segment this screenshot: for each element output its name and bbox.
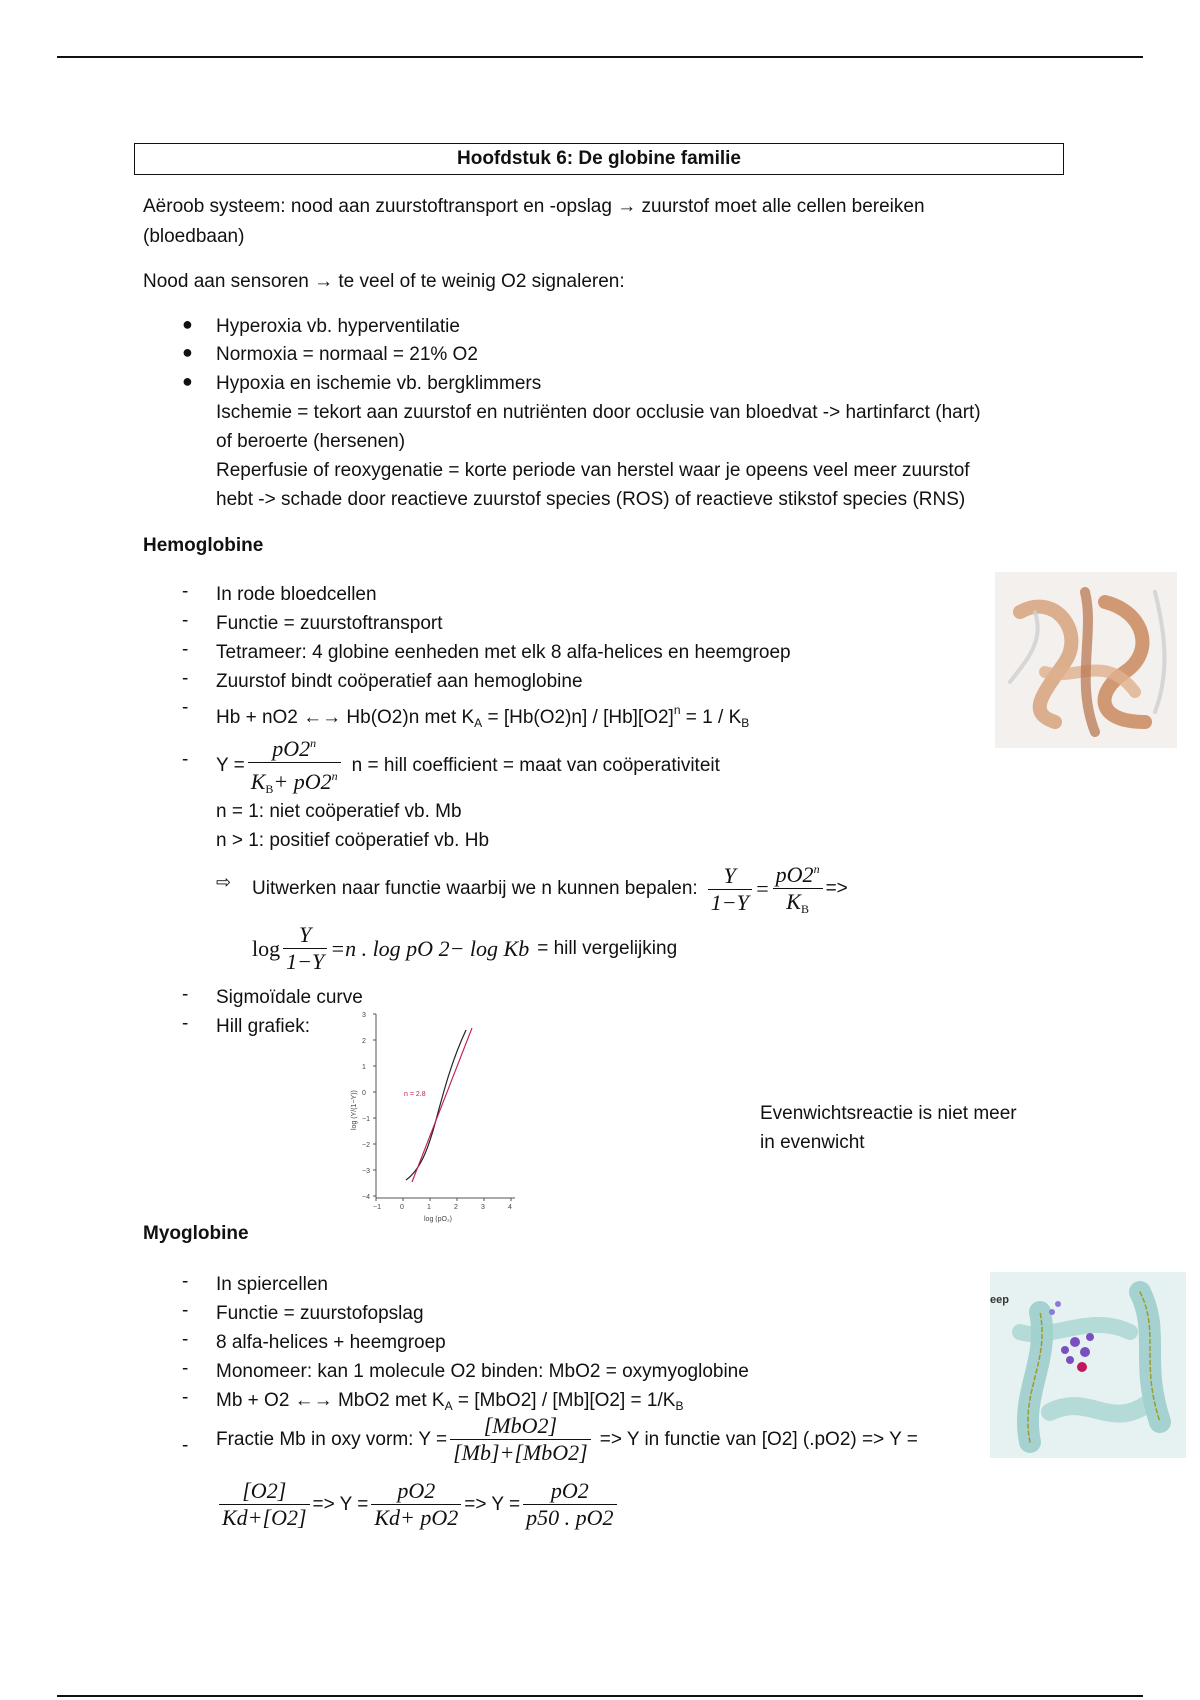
dash-icon: -: [182, 1358, 189, 1379]
x-tick-label: 1: [427, 1204, 431, 1211]
fractie-text: Fractie Mb in oxy vorm: Y =: [216, 1428, 448, 1450]
hb-eq-a: Hb + nO2 ←→ Hb(O2)n met K: [216, 707, 475, 728]
y-label: Y =: [216, 755, 245, 776]
uitwerken-row: Uitwerken naar functie waarbij we n kunnen bepalen: $\frac{Y}{1-Y}$ = $\frac{pO2^n}{K_B}$ =>: [252, 856, 848, 922]
mb-equation: Mb + O2 ←→ MbO2 met $K_A = [MbO2] / [Mb][O2] = 1/K_B$: [216, 1390, 684, 1413]
dash-icon: -: [182, 1300, 189, 1321]
image-label: eep: [990, 1294, 1009, 1306]
list-item: Functie = zuurstoftransport: [216, 613, 443, 634]
reperfusie-line-1: Reperfusie of reoxygenatie = korte periode van herstel waar je opeens veel meer zuurstof: [216, 460, 970, 481]
dash-icon: -: [182, 1271, 189, 1292]
bottom-rule: [57, 1695, 1143, 1697]
dash-icon: -: [182, 984, 189, 1005]
dash-icon: -: [182, 1435, 189, 1456]
log-word: log: [252, 935, 281, 961]
ischemie-line-1: Ischemie = tekort aan zuurstof en nutriënten door occlusie van bloedvat -> hartinfarct (hart): [216, 402, 981, 423]
ischemie-line-2: of beroerte (hersenen): [216, 431, 406, 452]
n-greater-1: n > 1: positief coöperatief vb. Hb: [216, 830, 490, 851]
list-item: Hyperoxia vb. hyperventilatie: [216, 316, 460, 337]
chapter-title: Hoofdstuk 6: De globine familie: [134, 143, 1064, 175]
list-item: In spiercellen: [216, 1274, 328, 1295]
y-tick-label: 3: [362, 1012, 366, 1019]
hill-line-red: [412, 1028, 472, 1182]
myoglobin-structure-image: [990, 1272, 1186, 1458]
top-rule: [57, 56, 1143, 58]
x-tick-label: −1: [373, 1204, 381, 1211]
dash-icon: -: [182, 581, 189, 602]
po2-p50-fraction: $\frac{pO2}{p50 . pO2}$: [523, 1478, 616, 1531]
dash-icon: -: [182, 639, 189, 660]
arrow-right-icon: ⇨: [216, 872, 232, 892]
y-formula: [216, 730, 720, 802]
myo-formula-row: $\frac{[O2]}{Kd+[O2]}$ => Y = $\frac{pO2}{Kd+ pO2}$ => Y = $\frac{pO2}{p50 . pO2}$: [216, 1478, 620, 1531]
dash-icon: -: [182, 1329, 189, 1350]
bullet-icon: ●: [182, 314, 193, 334]
list-item: Functie = zuurstofopslag: [216, 1303, 424, 1324]
list-item: Monomeer: kan 1 molecule O2 binden: MbO2 = oxymyoglobine: [216, 1361, 749, 1382]
list-item: Zuurstof bindt coöperatief aan hemoglobine: [216, 671, 583, 692]
dash-icon: -: [182, 1387, 189, 1408]
y-tick-label: 1: [362, 1064, 366, 1071]
dash-icon: -: [182, 610, 189, 631]
po2-over-kb: $\frac{pO2^n}{K_B}$: [773, 856, 823, 922]
chart-annotation: n = 2.8: [404, 1091, 426, 1098]
y-tick-label: −3: [362, 1168, 370, 1175]
log-equation: =n . log pO 2− log Kb: [330, 935, 530, 961]
evenwicht-line-1: Evenwichtsreactie is niet meer: [760, 1103, 1017, 1124]
mbo2-fraction: $\frac{\text{[MbO2]}}{\text{[Mb]+[MbO2]}}$: [450, 1413, 591, 1466]
hemoglobine-heading: Hemoglobine: [143, 535, 264, 556]
y-tick-label: −4: [362, 1194, 370, 1201]
y-tick-label: 0: [362, 1090, 366, 1097]
fractie-row: [216, 1413, 918, 1466]
hb-eq-b: = [Hb(O2)n] / [Hb][O2]: [482, 707, 674, 728]
list-item: 8 alfa-helices + heemgroep: [216, 1332, 446, 1353]
dash-icon: -: [182, 1013, 189, 1034]
dash-icon: -: [182, 697, 189, 718]
hb-eq-sub: A: [474, 716, 483, 730]
list-item: Hill grafiek:: [216, 1016, 310, 1037]
hemoglobin-structure-image: [995, 572, 1177, 748]
y-num: pO2: [272, 736, 311, 761]
myoglobine-heading: Myoglobine: [143, 1223, 249, 1244]
hb-eq-sub2: B: [741, 716, 750, 730]
list-item: Hypoxia en ischemie vb. bergklimmers: [216, 373, 542, 394]
y-tick-label: −2: [362, 1142, 370, 1149]
x-tick-label: 2: [454, 1204, 458, 1211]
hill-equation: [252, 922, 677, 975]
uitwerken-text: Uitwerken naar functie waarbij we n kunnen bepalen:: [252, 878, 698, 899]
list-item: Tetrameer: 4 globine eenheden met elk 8 alfa-helices en heemgroep: [216, 642, 791, 663]
intro-line-1: Aëroob systeem: nood aan zuurstoftransport en -opslag → zuurstof moet alle cellen bereiken: [143, 196, 925, 217]
hb-eq-c: = 1 / K: [680, 707, 742, 728]
hill-chart: [340, 1010, 520, 1225]
y-tick-label: −1: [362, 1116, 370, 1123]
hill-curve-black: [406, 1030, 466, 1180]
dash-icon: -: [182, 749, 189, 770]
intro-line-1b: (bloedbaan): [143, 226, 245, 247]
y-tick-label: 2: [362, 1038, 366, 1045]
list-item: Sigmoïdale curve: [216, 987, 363, 1008]
evenwicht-line-2: in evenwicht: [760, 1132, 865, 1153]
list-item: Normoxia = normaal = 21% O2: [216, 344, 478, 365]
y-over-1-y: $\frac{Y}{1-Y}$: [708, 863, 752, 916]
chart-ylabel: log (Y/(1−Y)): [351, 1090, 358, 1130]
dash-icon: -: [182, 668, 189, 689]
x-tick-label: 0: [400, 1204, 404, 1211]
y-fraction: $\frac{pO2^n}{K_B+ pO2^n}$: [248, 730, 341, 802]
list-item: In rode bloedcellen: [216, 584, 377, 605]
hill-eq-label: = hill vergelijking: [537, 937, 678, 959]
fractie-after: => Y in functie van [O2] (.pO2) => Y =: [599, 1428, 918, 1450]
o2-fraction: $\frac{[O2]}{Kd+[O2]}$: [219, 1478, 310, 1531]
log-fraction: $\frac{Y}{1-Y}$: [283, 922, 327, 975]
bullet-icon: ●: [182, 342, 193, 362]
chart-xlabel: log (pO₂): [424, 1216, 453, 1223]
arrow-end: =>: [825, 878, 848, 899]
hb-eq-sup: n: [673, 703, 681, 717]
intro-line-2: Nood aan sensoren → te veel of te weinig O2 signaleren:: [143, 271, 625, 292]
hill-coefficient-text: n = hill coefficient = maat van coöperativiteit: [351, 755, 720, 776]
bullet-icon: ●: [182, 371, 193, 391]
x-tick-label: 3: [481, 1204, 485, 1211]
reperfusie-line-2: hebt -> schade door reactieve zuurstof species (ROS) of reactieve stikstof species (RNS): [216, 489, 966, 510]
po2-kd-fraction: $\frac{pO2}{Kd+ pO2}$: [371, 1478, 461, 1531]
x-tick-label: 4: [508, 1204, 512, 1211]
n-equals-1: n = 1: niet coöperatief vb. Mb: [216, 801, 462, 822]
